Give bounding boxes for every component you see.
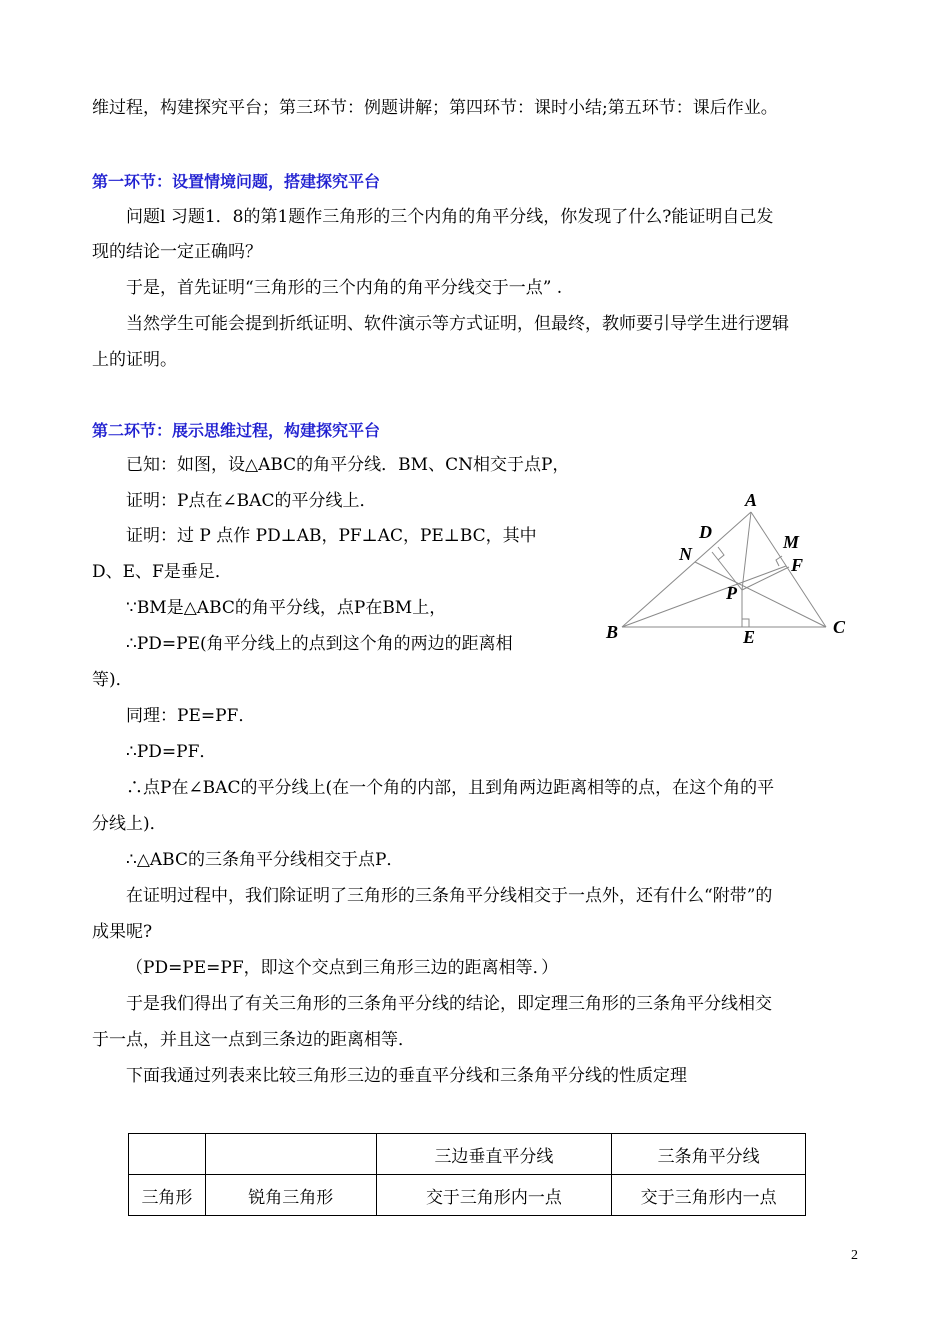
triangle-figure: [590, 480, 870, 660]
text-line: 在证明过程中，我们除证明了三角形的三条角平分线相交于一点外，还有什么“附带”的: [126, 886, 773, 906]
text-line: 成果呢?: [92, 922, 153, 942]
label-e: E: [743, 627, 756, 647]
text-line: 现的结论一定正确吗？: [92, 242, 262, 262]
table-cell: 交于三角形内一点: [376, 1175, 612, 1216]
page-number: 2: [851, 1248, 858, 1263]
text-line: 已知：如图，设△ABC的角平分线．BM、CN相交于点P，: [126, 455, 570, 475]
label-a: A: [745, 490, 758, 510]
text-line: 同理：PE=PF．: [126, 706, 256, 726]
table-header-cell: [205, 1134, 376, 1175]
text-line: ∴PD=PF．: [126, 742, 217, 762]
label-d: D: [699, 522, 712, 542]
label-m: M: [783, 532, 800, 552]
text-line: ∵BM是△ABC的角平分线，点P在BM上，: [126, 598, 447, 618]
side-ac: [751, 512, 826, 627]
text-line: ∴PD=PE(角平分线上的点到这个角的两边的距离相: [126, 634, 513, 654]
text-line: 问题l 习题1．8的第1题作三角形的三个内角的角平分线，你发现了什么?能证明自己发: [126, 207, 774, 227]
side-ab: [622, 512, 751, 627]
text-line: 上的证明。: [92, 350, 177, 370]
text-line: 证明：过 P 点作 PD⊥AB，PF⊥AC，PE⊥BC，其中: [126, 526, 537, 546]
table-row: [129, 1175, 806, 1216]
bisector-bm: [622, 566, 786, 627]
table-cell: 锐角三角形: [205, 1175, 376, 1216]
right-angle-mark-d: [718, 547, 724, 560]
text-line: 维过程，构建探究平台；第三环节：例题讲解；第四环节：课时小结;第五环节：课后作业。: [92, 98, 778, 118]
right-angle-mark-e: [742, 619, 749, 627]
comparison-table: [128, 1133, 806, 1216]
text-line: 于一点，并且这一点到三条边的距离相等．: [92, 1030, 415, 1050]
section-heading-1: 第一环节：设置情境问题，搭建探究平台: [92, 172, 381, 191]
perpendicular-pf: [742, 567, 789, 590]
text-line: 于是，首先证明“三角形的三个内角的角平分线交于一点” .: [126, 278, 563, 298]
text-line: 等)．: [92, 670, 133, 690]
text-line: 证明：P点在∠BAC的平分线上．: [126, 491, 377, 511]
label-p: P: [726, 583, 737, 603]
text-line: ∴△ABC的三条角平分线相交于点P．: [126, 850, 404, 870]
table-header-cell: 三边垂直平分线: [376, 1134, 612, 1175]
text-line: 于是我们得出了有关三角形的三条角平分线的结论，即定理三角形的三条角平分线相交: [126, 994, 772, 1014]
bisector-ap: [742, 512, 751, 590]
text-line: D、E、F是垂足．: [92, 562, 232, 582]
table-cell: 交于三角形内一点: [612, 1175, 806, 1216]
label-c: C: [833, 617, 846, 637]
table-header-cell: [129, 1134, 206, 1175]
bisector-cn: [695, 562, 826, 627]
label-b: B: [606, 622, 619, 642]
section-heading-2: 第二环节：展示思维过程，构建探究平台: [92, 421, 381, 440]
table-cell: 三角形: [129, 1175, 206, 1216]
table-header-row: [129, 1134, 806, 1175]
label-n: N: [679, 544, 692, 564]
text-line: ∴点P在∠BAC的平分线上(在一个角的内部，且到角两边距离相等的点，在这个角的平: [126, 778, 775, 798]
text-line: 当然学生可能会提到折纸证明、软件演示等方式证明，但最终，教师要引导学生进行逻辑: [126, 314, 789, 334]
label-f: F: [791, 555, 804, 575]
table-header-cell: 三条角平分线: [612, 1134, 806, 1175]
text-line: （PD=PE=PF，即这个交点到三角形三边的距离相等．）: [126, 958, 559, 978]
text-line: 下面我通过列表来比较三角形三边的垂直平分线和三条角平分线的性质定理: [126, 1066, 687, 1086]
text-line: 分线上)．: [92, 814, 167, 834]
